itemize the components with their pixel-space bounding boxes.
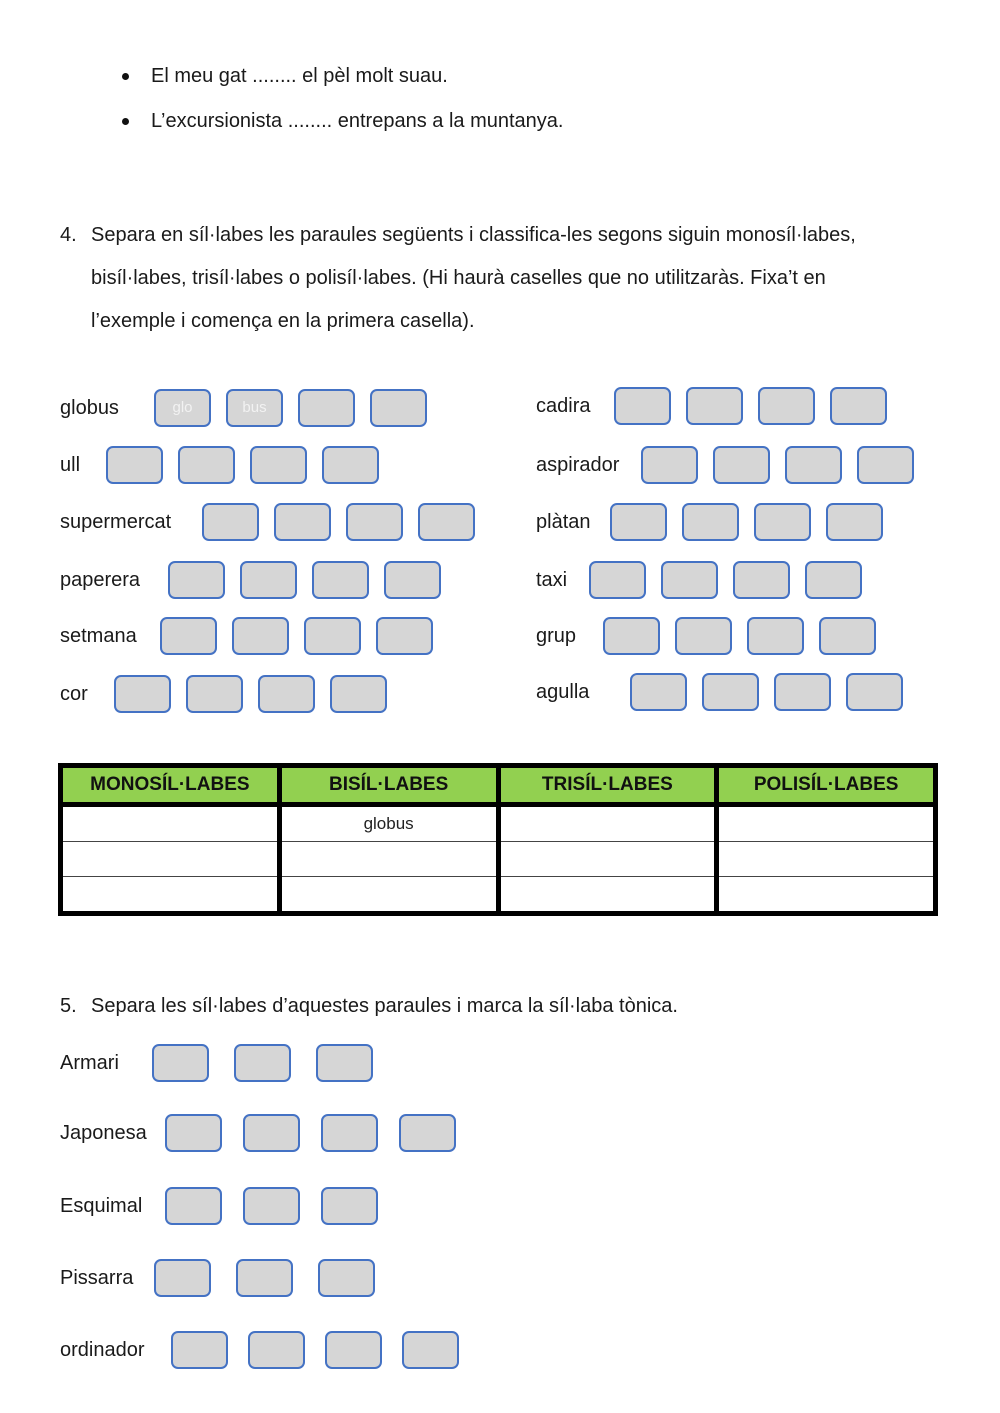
word-label: cadira: [536, 395, 591, 417]
syllable-box[interactable]: [234, 1044, 291, 1082]
word-label: grup: [536, 625, 577, 647]
syllable-box[interactable]: [346, 503, 403, 541]
syllable-box[interactable]: [826, 503, 883, 541]
table-cell[interactable]: [279, 876, 498, 913]
syllable-box[interactable]: [785, 446, 842, 484]
table-cell[interactable]: globus: [279, 805, 498, 842]
syllable-box[interactable]: bus: [226, 389, 283, 427]
word-label: aspirador: [536, 454, 620, 476]
syllable-box[interactable]: [686, 387, 743, 425]
instruction-line: Separa en síl·labes les paraules següents i classifica-les segons siguin monosíl·labes,: [91, 224, 856, 246]
syllable-box[interactable]: [774, 673, 831, 711]
table-cell[interactable]: [717, 876, 936, 913]
syllable-box[interactable]: [248, 1331, 305, 1369]
table-cell[interactable]: [61, 805, 280, 842]
syllable-box[interactable]: [610, 503, 667, 541]
syllable-box[interactable]: [165, 1114, 222, 1152]
syllable-box[interactable]: [384, 561, 441, 599]
syllable-box[interactable]: [312, 561, 369, 599]
syllable-box[interactable]: [846, 673, 903, 711]
word-label: setmana: [60, 625, 137, 647]
word-label: globus: [60, 397, 119, 419]
syllable-box[interactable]: [603, 617, 660, 655]
syllable-box[interactable]: [160, 617, 217, 655]
word-label: cor: [60, 683, 88, 705]
header-bisyllables: BISÍL·LABES: [279, 766, 498, 805]
syllable-box[interactable]: glo: [154, 389, 211, 427]
syllable-box[interactable]: [152, 1044, 209, 1082]
syllable-box[interactable]: [614, 387, 671, 425]
syllable-box[interactable]: [325, 1331, 382, 1369]
syllable-box[interactable]: [318, 1259, 375, 1297]
syllable-box[interactable]: [186, 675, 243, 713]
bullet-item: L’excursionista ........ entrepans a la muntanya.: [151, 110, 564, 132]
syllable-box[interactable]: [641, 446, 698, 484]
syllable-box[interactable]: [399, 1114, 456, 1152]
instruction-line: Separa les síl·labes d’aquestes paraules i marca la síl·laba tònica.: [91, 995, 678, 1017]
word-label: supermercat: [60, 511, 172, 533]
table-cell[interactable]: [717, 805, 936, 842]
syllable-box[interactable]: [232, 617, 289, 655]
instruction-line: bisíl·labes, trisíl·labes o polisíl·labes. (Hi haurà caselles que no utilitzaràs. Fixa’t en: [91, 267, 826, 289]
syllable-box[interactable]: [370, 389, 427, 427]
syllable-box[interactable]: [154, 1259, 211, 1297]
exercise-number: 5.: [60, 995, 77, 1017]
syllable-box[interactable]: [298, 389, 355, 427]
header-monosyllables: MONOSÍL·LABES: [61, 766, 280, 805]
word-label: paperera: [60, 569, 141, 591]
word-label: Armari: [60, 1052, 119, 1074]
syllable-box[interactable]: [402, 1331, 459, 1369]
word-label: ull: [60, 454, 81, 476]
syllable-box[interactable]: [819, 617, 876, 655]
syllable-box[interactable]: [747, 617, 804, 655]
classification-table: [58, 763, 938, 916]
bullet-dot-icon: [122, 73, 129, 80]
syllable-box[interactable]: [202, 503, 259, 541]
syllable-box[interactable]: [754, 503, 811, 541]
table-header-row: [61, 766, 936, 805]
table-cell[interactable]: [498, 805, 717, 842]
table-cell[interactable]: [61, 876, 280, 913]
syllable-box[interactable]: [304, 617, 361, 655]
word-label: plàtan: [536, 511, 591, 533]
bullet-dot-icon: [122, 118, 129, 125]
syllable-box[interactable]: [702, 673, 759, 711]
syllable-box[interactable]: [258, 675, 315, 713]
syllable-box[interactable]: [758, 387, 815, 425]
word-label: ordinador: [60, 1339, 145, 1361]
syllable-box[interactable]: [630, 673, 687, 711]
syllable-box[interactable]: [114, 675, 171, 713]
syllable-box[interactable]: [589, 561, 646, 599]
syllable-box[interactable]: [316, 1044, 373, 1082]
syllable-box[interactable]: [376, 617, 433, 655]
syllable-box[interactable]: [675, 617, 732, 655]
syllable-box[interactable]: [240, 561, 297, 599]
exercise-number: 4.: [60, 224, 77, 246]
instruction-line: l’exemple i comença en la primera casella).: [91, 310, 475, 332]
syllable-box[interactable]: [274, 503, 331, 541]
word-label: Esquimal: [60, 1195, 143, 1217]
syllable-box[interactable]: [713, 446, 770, 484]
syllable-box[interactable]: [106, 446, 163, 484]
syllable-box[interactable]: [168, 561, 225, 599]
table-row: [61, 842, 936, 877]
word-label: agulla: [536, 681, 590, 703]
syllable-box[interactable]: [733, 561, 790, 599]
table-cell[interactable]: [717, 842, 936, 877]
syllable-box[interactable]: [418, 503, 475, 541]
table-row: [61, 876, 936, 913]
table-row: [61, 805, 936, 842]
syllable-box[interactable]: [682, 503, 739, 541]
syllable-box[interactable]: [250, 446, 307, 484]
bullet-item: El meu gat ........ el pèl molt suau.: [151, 65, 448, 87]
syllable-box[interactable]: [321, 1187, 378, 1225]
syllable-box[interactable]: [805, 561, 862, 599]
syllable-box[interactable]: [171, 1331, 228, 1369]
syllable-box[interactable]: [243, 1187, 300, 1225]
word-label: Pissarra: [60, 1267, 134, 1289]
header-trisyllables: TRISÍL·LABES: [498, 766, 717, 805]
table-cell[interactable]: [498, 842, 717, 877]
word-label: taxi: [536, 569, 568, 591]
syllable-box[interactable]: [321, 1114, 378, 1152]
syllable-box[interactable]: [178, 446, 235, 484]
word-label: Japonesa: [60, 1122, 147, 1144]
table-cell[interactable]: [61, 842, 280, 877]
header-polysyllables: POLISÍL·LABES: [717, 766, 936, 805]
syllable-box[interactable]: [236, 1259, 293, 1297]
syllable-box[interactable]: [330, 675, 387, 713]
table-cell[interactable]: [279, 842, 498, 877]
syllable-box[interactable]: [165, 1187, 222, 1225]
syllable-box[interactable]: [243, 1114, 300, 1152]
syllable-box[interactable]: [322, 446, 379, 484]
syllable-box[interactable]: [857, 446, 914, 484]
syllable-box[interactable]: [661, 561, 718, 599]
table-cell[interactable]: [498, 876, 717, 913]
syllable-box[interactable]: [830, 387, 887, 425]
